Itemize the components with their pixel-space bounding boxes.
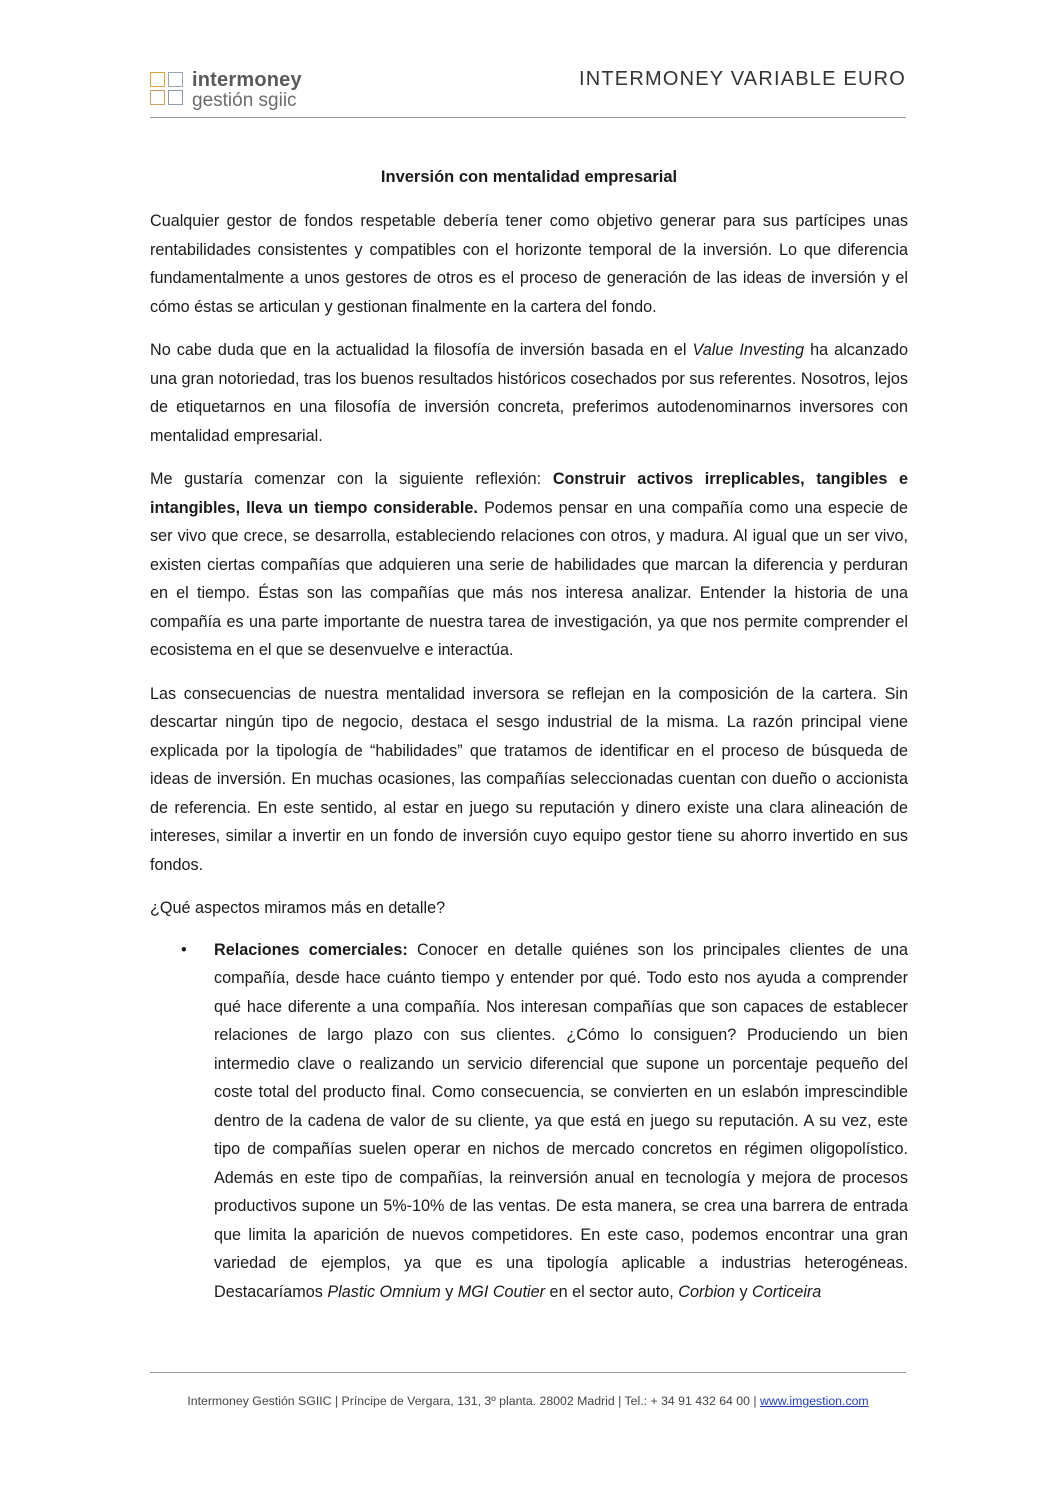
fund-title: INTERMONEY VARIABLE EURO: [578, 68, 906, 90]
bullet-icon: •: [181, 940, 187, 959]
paragraph-intro: Cualquier gestor de fondos respetable debería tener como objetivo generar para sus partícipes unas rentabilidades consistentes y compatibles con el horizonte temporal de la inversión. Lo que diferencia fundamentalmente a unos gestores de otros es el proceso de generación de las ideas de inversión y el cómo éstas se articulan y gestionan finalmente en la cartera del fondo.: [150, 212, 908, 316]
page-footer: [150, 1394, 906, 1408]
paragraph-question: ¿Qué aspectos miramos más en detalle?: [150, 899, 446, 917]
paragraph-portfolio: Las consecuencias de nuestra mentalidad inversora se reflejan en la composición de la cartera. Sin descartar ningún tipo de negocio, destaca el sesgo industrial de la misma. La razón principal viene explicada por la tipología de “habilidades” que tratamos de identificar en el proceso de búsqueda de ideas de inversión. En muchas ocasiones, las compañías seleccionadas cuentan con dueño o accionista de referencia. En este sentido, al estar en juego su reputación y dinero existe una clara alineación de intereses, similar a invertir en un fondo de inversión cuyo equipo gestor tiene su ahorro invertido en sus fondos.: [150, 684, 908, 874]
website-link[interactable]: www.imgestion.com: [760, 1394, 869, 1408]
document-body: [150, 168, 908, 1306]
company-logo: [150, 70, 302, 110]
document-title: Inversión con mentalidad empresarial: [380, 168, 678, 186]
value-investing-term: Value Investing: [692, 341, 805, 359]
paragraph-reflection: Me gustaría comenzar con la siguiente reflexión: Construir activos irreplicables, tangibles e intangibles, lleva un tiempo considerable. Podemos pensar en una compañía como una especie de ser vivo que crece, se desarrolla, estableciendo relaciones con otros, y madura. Al igual que un ser vivo, existen ciertas compañías que adquieren una serie de habilidades que marcan la diferencia y perduran en el tiempo. Éstas son las compañías que más nos interesa analizar. Entender la historia de una compañía es una parte importante de nuestra tarea de investigación, ya que nos permite comprender el ecosistema en el que se desenvuelve e interactúa.: [150, 470, 908, 659]
bullet-heading: Relaciones comerciales:: [214, 940, 408, 959]
paragraph-value-investing: No cabe duda que en la actualidad la filosofía de inversión basada en el Value Investing ha alcanzado una gran notoriedad, tras los buenos resultados históricos cosechados por sus referentes. Nosotros, lejos de etiquetarnos en una filosofía de inversión concreta, preferimos autodenominarnos inversores con mentalidad empresarial.: [150, 341, 908, 445]
footer-contact: Intermoney Gestión SGIIC | Príncipe de Vergara, 131, 3º planta. 28002 Madrid | Tel.: + 34 91 432 64 00 |: [187, 1394, 761, 1408]
header-divider: [150, 117, 906, 118]
logo-subtitle: gestión sgiic: [192, 90, 297, 111]
logo-name: intermoney: [192, 69, 302, 91]
reflection-highlight: Construir activos irreplicables, tangibles e intangibles, lleva un tiempo considerable.: [150, 470, 908, 517]
page-header: [150, 66, 906, 118]
footer-divider: [150, 1372, 906, 1373]
logo-squares-icon: [150, 70, 186, 106]
list-item: • Relaciones comerciales: Conocer en detalle quiénes son los principales clientes de una compañía, desde hace cuánto tiempo y entender por qué. Todo esto nos ayuda a comprender qué hace diferente a una compañía. Nos interesan compañías que son capaces de establecer relaciones de largo plazo con sus clientes. ¿Cómo lo consiguen? Produciendo un bien intermedio clave o realizando un servicio diferencial que supone un porcentaje pequeño del coste total del producto final. Como consecuencia, se convierten en un eslabón imprescindible dentro de la cadena de valor de su cliente, ya que está en juego su reputación. A su vez, este tipo de compañías suelen operar en nichos de mercado concretos en régimen oligopolístico. Además en este tipo de compañías, la reinversión anual en tecnología y mejora de procesos productivos supone un 5%-10% de las ventas. De esta manera, se crea una barrera de entrada que limita la aparición de nuevos competidores. En este caso, podemos encontrar una gran variedad de ejemplos, ya que es una tipología aplicable a industrias heterogéneas. Destacaríamos Plastic Omnium y MGI Coutier en el sector auto, Corbion y Corticeira: [150, 936, 908, 1307]
